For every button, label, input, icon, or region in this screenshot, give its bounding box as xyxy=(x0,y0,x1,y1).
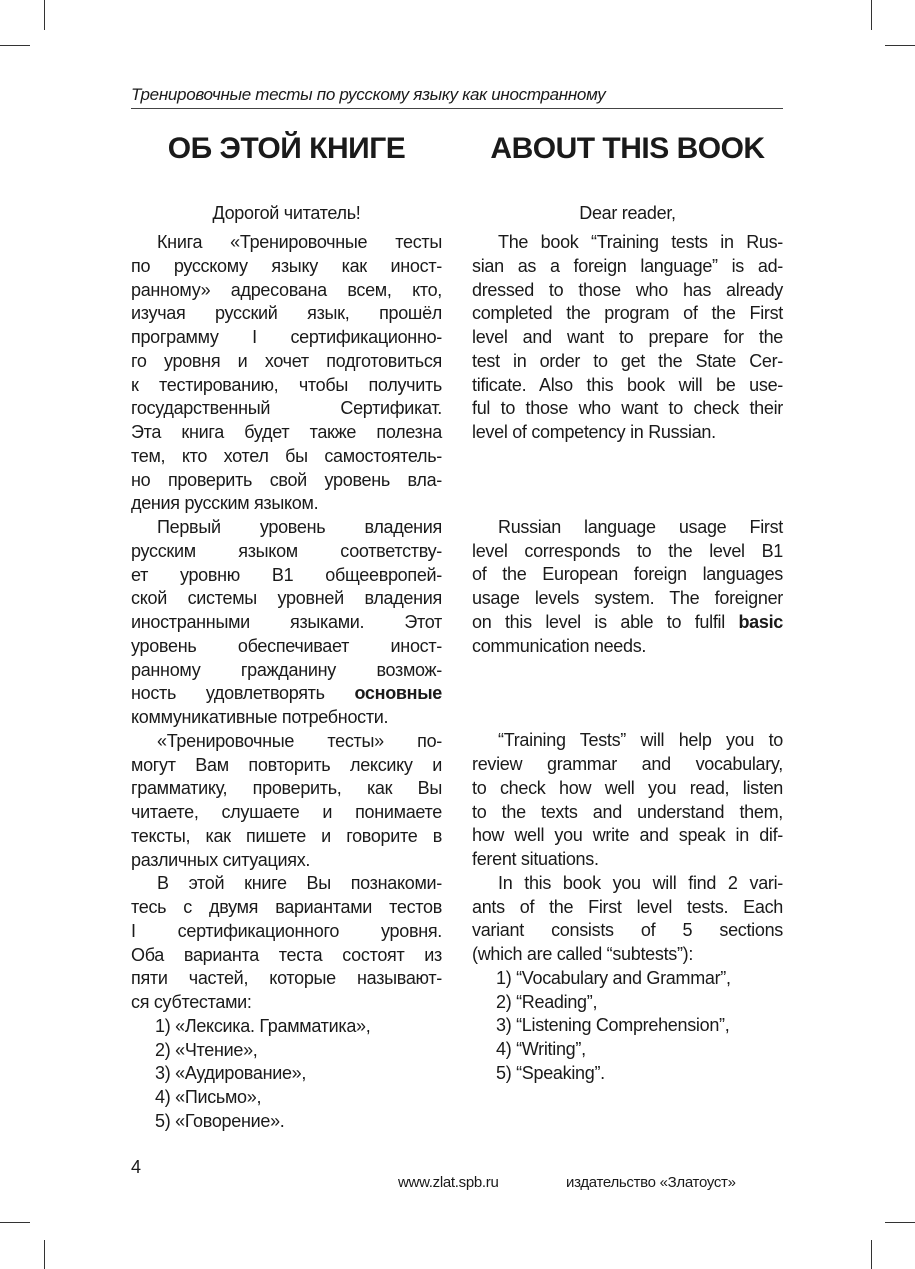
text-line: to check how well you read, listen xyxy=(472,777,783,798)
text-line: тексты, как пишете и говорите в xyxy=(131,825,442,846)
text-line: русским языком соответству- xyxy=(131,540,442,561)
crop-mark xyxy=(44,1240,45,1269)
crop-mark xyxy=(871,1240,872,1269)
text-line: completed the program of the First xyxy=(472,303,783,324)
text-line: тем, кто хотел бы самостоятель- xyxy=(131,445,442,466)
subtest-list xyxy=(472,967,783,1086)
paragraph xyxy=(131,516,442,730)
crop-mark xyxy=(871,0,872,30)
text-line: но проверить свой уровень вла- xyxy=(131,469,442,490)
text-segment: ность удовлетворять xyxy=(131,683,325,704)
page-number: 4 xyxy=(131,1157,142,1177)
list-item: 5) «Говорение». xyxy=(155,1110,285,1131)
crop-mark xyxy=(0,45,30,46)
text-line: Russian language usage First xyxy=(498,516,783,537)
text-line: пяти частей, которые называют- xyxy=(131,968,442,989)
list-item: 5) “Speaking”. xyxy=(496,1062,605,1083)
text-line: dressed to those who has already xyxy=(472,279,783,300)
text-line: В этой книге Вы познакоми- xyxy=(157,873,442,894)
text-line: Первый уровень владения xyxy=(157,517,442,537)
text-line: test in order to get the State Cer- xyxy=(472,350,783,371)
bold-term: basic xyxy=(738,611,784,632)
list-item: 4) «Письмо», xyxy=(155,1087,262,1107)
text-line: ants of the First level tests. Each xyxy=(472,896,783,917)
list-item: 4) “Writing”, xyxy=(496,1039,586,1059)
paragraph xyxy=(131,231,442,516)
text-line: могут Вам повторить лексику и xyxy=(131,754,442,775)
paragraph xyxy=(472,729,783,872)
text-line: ful to those who want to check their xyxy=(472,398,783,419)
text-line: I сертификационного уровня. xyxy=(131,920,442,941)
text-line xyxy=(472,611,783,635)
text-line: usage levels system. The foreigner xyxy=(472,588,783,608)
text-line: sian as a foreign language” is ad- xyxy=(472,255,783,276)
text-line: уровень обеспечивает иност- xyxy=(131,635,442,656)
text-line: how well you write and speak in dif- xyxy=(472,825,783,846)
text-line xyxy=(131,682,442,706)
text-line: ся субтестами: xyxy=(131,992,252,1012)
text-line: государственный Сертификат. xyxy=(131,398,442,419)
text-line: к тестированию, чтобы получить xyxy=(131,374,442,395)
text-segment: on this level is able to fulfil xyxy=(472,611,725,632)
running-head: Тренировочные тесты по русскому языку как иностранному xyxy=(131,85,606,104)
publisher-url[interactable]: www.zlat.spb.ru xyxy=(398,1174,499,1191)
text-line: дения русским языком. xyxy=(131,493,319,514)
crop-mark xyxy=(0,1222,30,1223)
list-item: 1) “Vocabulary and Grammar”, xyxy=(496,967,731,988)
header-rule xyxy=(131,108,783,109)
text-line: коммуникативные потребности. xyxy=(131,707,389,727)
column-russian xyxy=(131,202,442,1134)
text-line: «Тренировочные тесты» по- xyxy=(157,730,442,751)
text-line: ской системы уровней владения xyxy=(131,588,442,609)
text-line: ранному гражданину возмож- xyxy=(131,659,442,680)
text-line: review grammar and vocabulary, xyxy=(472,754,783,774)
text-line: ет уровню B1 общеевропей- xyxy=(131,564,442,585)
text-line: level and want to prepare for the xyxy=(472,327,783,347)
text-line: “Training Tests” will help you to xyxy=(498,730,783,751)
list-item: 2) “Reading”, xyxy=(496,991,598,1012)
greeting: Дорогой читатель! xyxy=(212,203,361,223)
text-line: читаете, слушаете и понимаете xyxy=(131,802,442,822)
text-line: ранному» адресована всем, кто, xyxy=(131,279,442,300)
text-line: In this book you will find 2 vari- xyxy=(498,872,783,893)
text-line: изучая русский язык, прошёл xyxy=(131,303,442,324)
text-line: communication needs. xyxy=(472,635,647,656)
list-item: 3) “Listening Comprehension”, xyxy=(496,1015,730,1036)
text-line: to the texts and understand them, xyxy=(472,801,783,822)
text-line: иностранными языками. Этот xyxy=(131,612,442,632)
paragraph xyxy=(472,516,783,659)
text-line: The book “Training tests in Rus- xyxy=(498,232,783,252)
text-line: грамматику, проверить, как Вы xyxy=(131,778,442,799)
paragraph xyxy=(131,872,442,1015)
text-line: level corresponds to the level B1 xyxy=(472,540,783,561)
paragraph xyxy=(472,872,783,967)
text-line: variant consists of 5 sections xyxy=(472,920,783,941)
text-line: tificate. Also this book will be use- xyxy=(472,374,783,395)
bold-term: основные xyxy=(354,683,443,704)
text-line: различных ситуациях. xyxy=(131,849,311,870)
greeting: Dear reader, xyxy=(579,203,676,223)
text-line: тесь с двумя вариантами тестов xyxy=(131,897,442,917)
list-item: 1) «Лексика. Грамматика», xyxy=(155,1015,371,1036)
title-english: ABOUT THIS BOOK xyxy=(490,132,765,165)
text-line: Книга «Тренировочные тесты xyxy=(157,232,442,252)
publisher-name: издательство «Златоуст» xyxy=(566,1174,736,1191)
text-line: level of competency in Russian. xyxy=(472,422,716,442)
text-line: (which are called “subtests”): xyxy=(472,944,694,964)
text-line: of the European foreign languages xyxy=(472,564,783,585)
paragraph xyxy=(472,231,783,445)
text-line: ferent situations. xyxy=(472,849,599,869)
text-line: Эта книга будет также полезна xyxy=(131,422,442,442)
list-item: 2) «Чтение», xyxy=(155,1039,258,1060)
paragraph xyxy=(131,730,442,873)
list-item: 3) «Аудирование», xyxy=(155,1063,307,1084)
text-line: по русскому языку как иност- xyxy=(131,255,442,276)
subtest-list xyxy=(131,1015,442,1134)
crop-mark xyxy=(44,0,45,30)
text-line: го уровня и хочет подготовиться xyxy=(131,350,442,371)
crop-mark xyxy=(885,45,915,46)
column-english xyxy=(472,202,783,1086)
crop-mark xyxy=(885,1222,915,1223)
text-line: Оба варианта теста состоят из xyxy=(131,944,442,965)
title-russian: ОБ ЭТОЙ КНИГЕ xyxy=(167,132,406,165)
text-line: программу I сертификационно- xyxy=(131,327,442,347)
